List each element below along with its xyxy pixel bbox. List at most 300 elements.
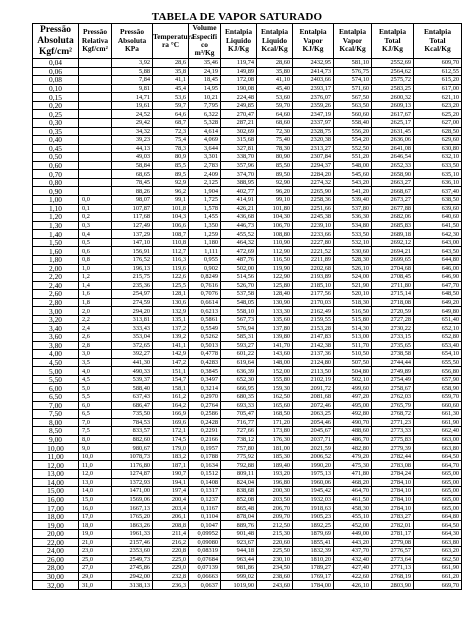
table-cell: 427,40 (334, 564, 372, 573)
table-cell: 72,3 (153, 127, 189, 136)
table-cell: 141,70 (257, 341, 293, 350)
table-cell: 2,20 (33, 273, 79, 282)
table-cell: 2,783 (189, 161, 221, 170)
table-cell (79, 161, 112, 170)
table-cell: 539,37 (112, 375, 153, 384)
table-row (33, 392, 462, 401)
table-cell: 1,4 (79, 281, 112, 290)
table-cell: 159,30 (257, 384, 293, 393)
table-cell: 68,7 (153, 118, 189, 127)
table-cell: 128,1 (153, 290, 189, 299)
table-cell: 560,60 (334, 110, 372, 119)
table-cell: 200,4 (153, 495, 189, 504)
table-cell: 0,70 (33, 170, 79, 179)
table-cell: 2715,14 (372, 290, 414, 299)
table-cell: 4,069 (189, 136, 221, 145)
table-cell: 116,50 (257, 255, 293, 264)
table-cell: 628,50 (414, 127, 462, 136)
table-cell: 2782,44 (372, 452, 414, 461)
table-cell: 5,328 (189, 118, 221, 127)
table-cell: 838,68 (221, 487, 257, 496)
table-cell: 5,50 (33, 375, 79, 384)
table-cell: 119,90 (257, 264, 293, 273)
table-cell: 10,00 (33, 444, 79, 453)
table-cell: 7,50 (33, 410, 79, 419)
table-cell: 89,5 (153, 170, 189, 179)
table-cell: 2779,39 (372, 444, 414, 453)
table-cell: 824,04 (221, 478, 257, 487)
table-cell: 0,3845 (189, 367, 221, 376)
table-cell: 0,5013 (189, 341, 221, 350)
table-cell: 5,88 (112, 67, 153, 76)
column-header-line: Liquido (261, 35, 288, 45)
table-cell: 2738,58 (372, 350, 414, 359)
table-cell: 2,60 (33, 290, 79, 299)
table-cell: 0,6213 (189, 307, 221, 316)
column-header-line: Especifi (191, 31, 218, 41)
table-row (33, 281, 462, 290)
table-cell: 0,20 (33, 101, 79, 110)
table-cell: 141,1 (153, 341, 189, 350)
table-cell: 4,50 (33, 358, 79, 367)
table-row (33, 290, 462, 299)
table-cell: 0,1317 (189, 487, 221, 496)
table-cell: 647,70 (414, 281, 462, 290)
table-row (33, 221, 462, 230)
table-cell: 2942,00 (112, 572, 153, 581)
table-row (33, 247, 462, 256)
table-cell: 108,80 (257, 230, 293, 239)
column-header-line: Total (384, 35, 401, 45)
table-cell: 147,2 (153, 358, 189, 367)
table-cell: 0,90 (33, 187, 79, 196)
table-cell: 0,7076 (189, 290, 221, 299)
column-header-line: KJ/Kg (382, 44, 403, 54)
table-cell: 621,10 (414, 93, 462, 102)
table-cell: 1892,25 (293, 521, 334, 530)
table-cell: 59,7 (153, 101, 189, 110)
table-cell: 2045,67 (293, 427, 334, 436)
table-cell: 1945,42 (293, 487, 334, 496)
table-cell: 2245,38 (293, 213, 334, 222)
table-cell: 488,60 (334, 427, 372, 436)
table-cell: 944,18 (221, 547, 257, 556)
table-cell: 414,91 (221, 196, 257, 205)
table-cell: 0,50 (33, 153, 79, 162)
column-header-line: Entalpia (423, 27, 452, 37)
table-cell: 0,30 (33, 118, 79, 127)
table-cell: 1,111 (189, 247, 221, 256)
table-cell: 659,70 (414, 392, 462, 401)
table-cell: 147,10 (112, 238, 153, 247)
table-cell: 78,45 (112, 178, 153, 187)
table-row (33, 144, 462, 153)
table-cell: 0,08319 (189, 547, 221, 556)
table-cell: 2284,20 (293, 170, 334, 179)
table-cell: 2784,10 (372, 487, 414, 496)
table-cell: 119,74 (221, 59, 257, 68)
table-cell: 143,60 (257, 350, 293, 359)
table-cell: 436,68 (221, 213, 257, 222)
table-cell: 137,2 (153, 324, 189, 333)
table-cell: 1,904 (189, 187, 221, 196)
table-cell: 2685,83 (372, 221, 414, 230)
table-cell: 495,00 (334, 401, 372, 410)
table-cell: 2,6 (79, 333, 112, 342)
table-cell: 2773,33 (372, 427, 414, 436)
table-cell: 101,80 (257, 204, 293, 213)
table-cell: 12,0 (79, 470, 112, 479)
table-cell: 2170,03 (293, 298, 334, 307)
column-header-1 (79, 24, 112, 59)
table-cell: 852,08 (221, 495, 257, 504)
table-cell: 0,2586 (189, 410, 221, 419)
table-cell: 541,20 (334, 187, 372, 196)
table-cell: 5,5 (79, 392, 112, 401)
table-cell: 24,00 (33, 547, 79, 556)
table-cell: 464,32 (221, 238, 257, 247)
table-cell: 923,67 (221, 538, 257, 547)
table-cell: 154,7 (153, 375, 189, 384)
table-cell: 0,1788 (189, 452, 221, 461)
table-cell: 224,48 (221, 93, 257, 102)
table-cell: 35,8 (153, 67, 189, 76)
table-cell: 1961,33 (112, 529, 153, 538)
table-cell: 2,4 (79, 324, 112, 333)
table-cell: 0,6 (79, 247, 112, 256)
table-cell: 2784,10 (372, 478, 414, 487)
table-cell: 2783,08 (372, 461, 414, 470)
table-cell: 2347,19 (293, 110, 334, 119)
table-cell: 0,80 (33, 178, 79, 187)
column-header-line: Kcal/Kg (339, 44, 366, 54)
table-cell: 249,85 (221, 101, 257, 110)
table-row (33, 487, 462, 496)
table-cell: 85,5 (153, 161, 189, 170)
table-cell: 92,90 (257, 178, 293, 187)
table-cell: 658,90 (414, 384, 462, 393)
table-cell: 499,60 (334, 384, 372, 393)
table-cell: 58,84 (112, 161, 153, 170)
table-cell: 2636,06 (372, 136, 414, 145)
table-cell: 738,12 (221, 435, 257, 444)
table-cell: 809,11 (221, 470, 257, 479)
table-cell: 652,10 (414, 324, 462, 333)
table-cell: 172,1 (153, 427, 189, 436)
table-cell: 169,6 (153, 418, 189, 427)
table-cell: 664,50 (414, 452, 462, 461)
table-cell: 665,00 (414, 478, 462, 487)
table-cell: 18,45 (189, 76, 221, 85)
column-header-line: ra °C (161, 40, 180, 49)
table-cell: 45,4 (153, 84, 189, 93)
table-cell: 2699,65 (372, 255, 414, 264)
table-cell: 8,0 (79, 435, 112, 444)
table-cell: 158,1 (153, 384, 189, 393)
table-cell: 148,00 (257, 358, 293, 367)
table-row (33, 461, 462, 470)
table-cell: 661,90 (414, 418, 462, 427)
table-cell: 133,30 (257, 307, 293, 316)
table-cell: 663,00 (414, 435, 462, 444)
table-cell: 3,644 (189, 144, 221, 153)
table-cell: 193,20 (257, 470, 293, 479)
table-cell: 7,00 (33, 401, 79, 410)
table-row (33, 470, 462, 479)
table-cell: 2294,37 (293, 161, 334, 170)
table-cell: 693,33 (221, 401, 257, 410)
table-cell: 8,50 (33, 427, 79, 436)
table-cell: 490,70 (334, 418, 372, 427)
column-header-10 (414, 24, 462, 59)
table-cell: 662,50 (414, 555, 462, 564)
column-header-line: co (201, 40, 208, 49)
table-cell: 1932,03 (293, 495, 334, 504)
table-cell: 18,0 (79, 521, 112, 530)
table-cell: 0,3 (79, 221, 112, 230)
table-cell: 2727,28 (372, 315, 414, 324)
table-cell: 139,2 (153, 333, 189, 342)
table-cell: 2359,26 (293, 101, 334, 110)
table-cell: 665,00 (414, 470, 462, 479)
table-row (33, 529, 462, 538)
table-row (33, 504, 462, 513)
table-cell: 639,60 (414, 204, 462, 213)
table-cell: 663,80 (414, 538, 462, 547)
table-cell: 2694,21 (372, 247, 414, 256)
table-cell: 4,00 (33, 350, 79, 359)
column-header-2 (112, 24, 153, 59)
table-row (33, 444, 462, 453)
table-cell: 638,50 (414, 196, 462, 205)
column-header-line: Liquido (225, 35, 252, 45)
table-cell: 166,9 (153, 410, 189, 419)
table-cell: 792,88 (221, 461, 257, 470)
table-cell: 0,25 (33, 110, 79, 119)
column-header-line: Absoluta (117, 35, 147, 45)
table-cell: 9,81 (112, 84, 153, 93)
table-cell: 0,5 (79, 238, 112, 247)
table-cell: 2783,27 (372, 512, 414, 521)
table-cell: 878,04 (221, 512, 257, 521)
table-cell: 1810,20 (293, 555, 334, 564)
table-cell: 458,30 (334, 504, 372, 513)
table-cell (79, 136, 112, 145)
table-cell: 110,90 (257, 238, 293, 247)
table-cell: 372,65 (112, 341, 153, 350)
table-cell: 78,30 (257, 144, 293, 153)
table-cell: 663,80 (414, 444, 462, 453)
table-cell: 203,50 (257, 495, 293, 504)
table-row (33, 178, 462, 187)
table-cell: 2708,45 (372, 273, 414, 282)
table-cell: 16,0 (79, 504, 112, 513)
table-cell: 0,2428 (189, 418, 221, 427)
table-cell: 532,10 (334, 238, 372, 247)
table-cell: 88,26 (112, 187, 153, 196)
table-cell: 514,30 (334, 324, 372, 333)
table-cell: 633,50 (414, 161, 462, 170)
table-cell: 14,00 (33, 478, 79, 487)
table-row (33, 427, 462, 436)
table-cell: 1667,13 (112, 504, 153, 513)
table-cell: 34,32 (112, 127, 153, 136)
table-cell: 2549,73 (112, 555, 153, 564)
table-cell: 0,0637 (189, 581, 221, 590)
table-row (33, 187, 462, 196)
table-cell: 215,75 (112, 273, 153, 282)
table-row (33, 333, 462, 342)
table-row (33, 213, 462, 222)
table-row (33, 136, 462, 145)
table-cell: 443,20 (334, 538, 372, 547)
table-cell: 41,10 (257, 76, 293, 85)
table-cell: 1372,93 (112, 478, 153, 487)
column-header-line: Entalpia (378, 27, 407, 37)
table-row (33, 59, 462, 68)
table-cell (79, 178, 112, 187)
column-header-line: Pressão (40, 24, 71, 35)
table-cell: 5,00 (33, 367, 79, 376)
table-cell: 14,95 (189, 84, 221, 93)
table-row (33, 538, 462, 547)
table-cell: 656,80 (414, 367, 462, 376)
table-cell: 661,90 (414, 564, 462, 573)
table-cell: 6,00 (33, 384, 79, 393)
table-cell: 636,39 (221, 367, 257, 376)
table-cell: 475,30 (334, 461, 372, 470)
table-cell: 664,70 (414, 461, 462, 470)
table-cell: 28,6 (153, 59, 189, 68)
column-header-line: Total (429, 35, 446, 45)
table-cell: 585,31 (221, 333, 257, 342)
table-cell: 2185,10 (293, 281, 334, 290)
table-cell: 2221,52 (293, 247, 334, 256)
table-cell: 2,00 (33, 264, 79, 273)
table-cell: 1789,27 (293, 564, 334, 573)
table-cell: 25,0 (79, 555, 112, 564)
table-cell: 149,89 (221, 67, 257, 76)
table-cell: 2758,67 (372, 384, 414, 393)
table-cell: 220,8 (153, 547, 189, 556)
table-cell: 1176,80 (112, 461, 153, 470)
table-cell: 108,7 (153, 230, 189, 239)
column-header-line: KPa (125, 44, 139, 54)
table-cell: 1879,69 (293, 529, 334, 538)
table-cell: 2091,72 (293, 384, 334, 393)
table-cell: 0,2166 (189, 435, 221, 444)
table-cell: 521,90 (334, 281, 372, 290)
table-cell: 2730,22 (372, 324, 414, 333)
table-cell: 1,259 (189, 230, 221, 239)
table-cell: 530,60 (334, 247, 372, 256)
table-cell: 1,725 (189, 196, 221, 205)
table-cell: 487,76 (221, 255, 257, 264)
table-cell: 0,955 (189, 255, 221, 264)
table-cell: 615,20 (414, 76, 462, 85)
table-cell: 2211,89 (293, 255, 334, 264)
table-cell: 39,23 (112, 136, 153, 145)
table-cell: 2784,24 (372, 470, 414, 479)
table-cell: 112,7 (153, 247, 189, 256)
table-cell: 1905,23 (293, 512, 334, 521)
table-cell: 1,180 (189, 238, 221, 247)
table-cell (79, 127, 112, 136)
table-row (33, 204, 462, 213)
table-cell: 652,80 (414, 333, 462, 342)
table-cell: 588,40 (112, 384, 153, 393)
table-cell: 125,80 (257, 281, 293, 290)
table-cell: 0,7616 (189, 281, 221, 290)
table-cell: 2,0 (79, 307, 112, 316)
table-cell: 901,48 (221, 529, 257, 538)
table-row (33, 110, 462, 119)
table-cell: 2782,01 (372, 521, 414, 530)
table-cell: 78,3 (153, 144, 189, 153)
table-cell: 2313,27 (293, 144, 334, 153)
table-cell: 72,30 (257, 127, 293, 136)
table-cell: 2600,32 (372, 93, 414, 102)
column-header-line: Vapor (342, 35, 363, 45)
table-cell: 520,10 (334, 290, 372, 299)
table-cell: 502,00 (221, 264, 257, 273)
table-row (33, 93, 462, 102)
table-cell: 45,40 (257, 84, 293, 93)
table-cell: 4,614 (189, 127, 221, 136)
table-cell: 327,81 (221, 144, 257, 153)
table-cell: 216,2 (153, 538, 189, 547)
table-cell: 338,70 (221, 153, 257, 162)
table-cell: 75,4 (153, 136, 189, 145)
table-cell: 22,00 (33, 538, 79, 547)
table-cell: 1019,90 (221, 581, 257, 590)
table-cell: 10,0 (79, 452, 112, 461)
table-cell: 0,1237 (189, 495, 221, 504)
table-cell: 3,20 (33, 315, 79, 324)
table-cell (79, 118, 112, 127)
table-cell: 2113,50 (293, 367, 334, 376)
table-cell: 664,30 (414, 529, 462, 538)
table-cell: 0,08 (33, 76, 79, 85)
table-cell: 0,06 (33, 67, 79, 76)
table-cell: 17,00 (33, 504, 79, 513)
table-cell: 2631,45 (372, 127, 414, 136)
table-cell: 612,55 (414, 67, 462, 76)
table-cell: 29,42 (112, 118, 153, 127)
table-cell: 2,125 (189, 178, 221, 187)
table-cell: 21,0 (79, 538, 112, 547)
table-cell: 230,10 (257, 555, 293, 564)
table-cell: 2320,38 (293, 136, 334, 145)
table-cell: 581,10 (334, 59, 372, 68)
column-header-line: Temperatura (153, 31, 195, 41)
table-cell: 727,66 (221, 427, 257, 436)
table-cell: 2,409 (189, 170, 221, 179)
table-cell: 576,94 (221, 324, 257, 333)
table-cell: 2054,46 (293, 418, 334, 427)
table-cell: 437,70 (334, 547, 372, 556)
table-cell: 1855,41 (293, 538, 334, 547)
table-cell: 664,80 (414, 512, 462, 521)
table-cell: 2771,23 (372, 418, 414, 427)
table-cell: 11,00 (33, 452, 79, 461)
table-row (33, 264, 462, 273)
table-cell: 388,95 (221, 178, 257, 187)
table-cell: 85,50 (257, 161, 293, 170)
column-header-5 (221, 24, 257, 59)
table-cell: 2177,56 (293, 290, 334, 299)
table-cell: 865,48 (221, 504, 257, 513)
